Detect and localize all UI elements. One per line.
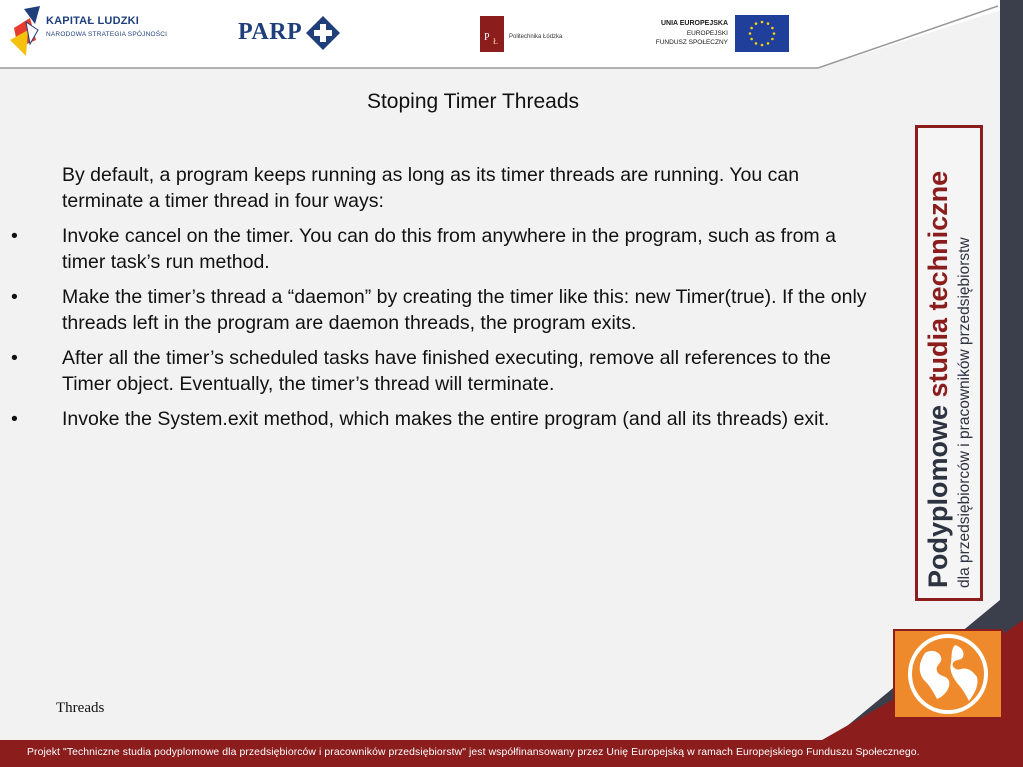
politechnika-logo-text: Politechnika Łódzka <box>509 34 563 40</box>
bottom-bar-text: Projekt "Techniczne studia podyplomowe dla przedsiębiorców i pracowników przedsiębiorstw" jest współfinansowany przez Unię Europejską w ramach Europejskiego Funduszu Społecznego. <box>27 747 920 758</box>
bullet-marker: • <box>11 225 18 247</box>
politechnika-logo-icon <box>480 16 504 52</box>
banner-line1 <box>923 171 954 588</box>
list-item <box>0 345 880 397</box>
list-item <box>0 223 880 275</box>
globe-icon <box>895 631 1001 717</box>
slide-content <box>0 162 880 441</box>
intro-text: By default, a program keeps running as long as its timer threads are running. You can terminate a timer thread in four ways: <box>62 164 800 212</box>
bullet-text: Make the timer’s thread a “daemon” by creating the timer like this: new Timer(true). If the only threads left in the program are daemon threads, the program exits. <box>62 286 867 334</box>
bullet-marker: • <box>11 408 18 430</box>
banner-word-podyplomowe: Podyplomowe <box>923 404 953 588</box>
header-logos <box>0 0 1023 70</box>
bullet-text: Invoke cancel on the timer. You can do this from anywhere in the program, such as from a timer task’s run method. <box>62 225 836 273</box>
banner-word-studia: studia <box>923 317 953 398</box>
kapital-ludzki-logo-icon <box>10 6 40 56</box>
kapital-ludzki-subtitle: NARODOWA STRATEGIA SPÓJNOŚCI <box>46 31 168 38</box>
eu-flag-icon <box>735 15 789 52</box>
vertical-banner <box>915 125 983 601</box>
svg-text:P: P <box>484 32 490 43</box>
parp-logo-text: PARP <box>238 19 303 45</box>
list-item <box>0 284 880 336</box>
bullet-text: Invoke the System.exit method, which makes the entire program (and all its threads) exit. <box>62 408 830 430</box>
eu-label-line2: EUROPEJSKI <box>686 30 728 37</box>
eu-label-line1: UNIA EUROPEJSKA <box>660 20 728 27</box>
vertical-banner-text <box>921 126 983 596</box>
svg-text:Ł: Ł <box>493 37 498 46</box>
footer-label: Threads <box>56 700 105 716</box>
kapital-ludzki-title: KAPITAŁ LUDZKI <box>46 15 140 27</box>
parp-logo-icon <box>306 16 340 50</box>
intro-paragraph <box>0 162 880 214</box>
banner-line2: dla przedsiębiorców i pracowników przedsiębiorstw <box>956 237 973 588</box>
bullet-marker: • <box>11 347 18 369</box>
slide-title: Stoping Timer Threads <box>366 90 580 113</box>
globe-logo <box>893 629 1003 719</box>
banner-word-techniczne: techniczne <box>923 170 953 311</box>
bullet-marker: • <box>11 286 18 308</box>
bullet-text: After all the timer’s scheduled tasks have finished executing, remove all references to the Timer object. Eventually, the timer’s thread will terminate. <box>62 347 831 395</box>
eu-label-line3: FUNDUSZ SPOŁECZNY <box>655 39 728 46</box>
list-item <box>0 406 880 432</box>
